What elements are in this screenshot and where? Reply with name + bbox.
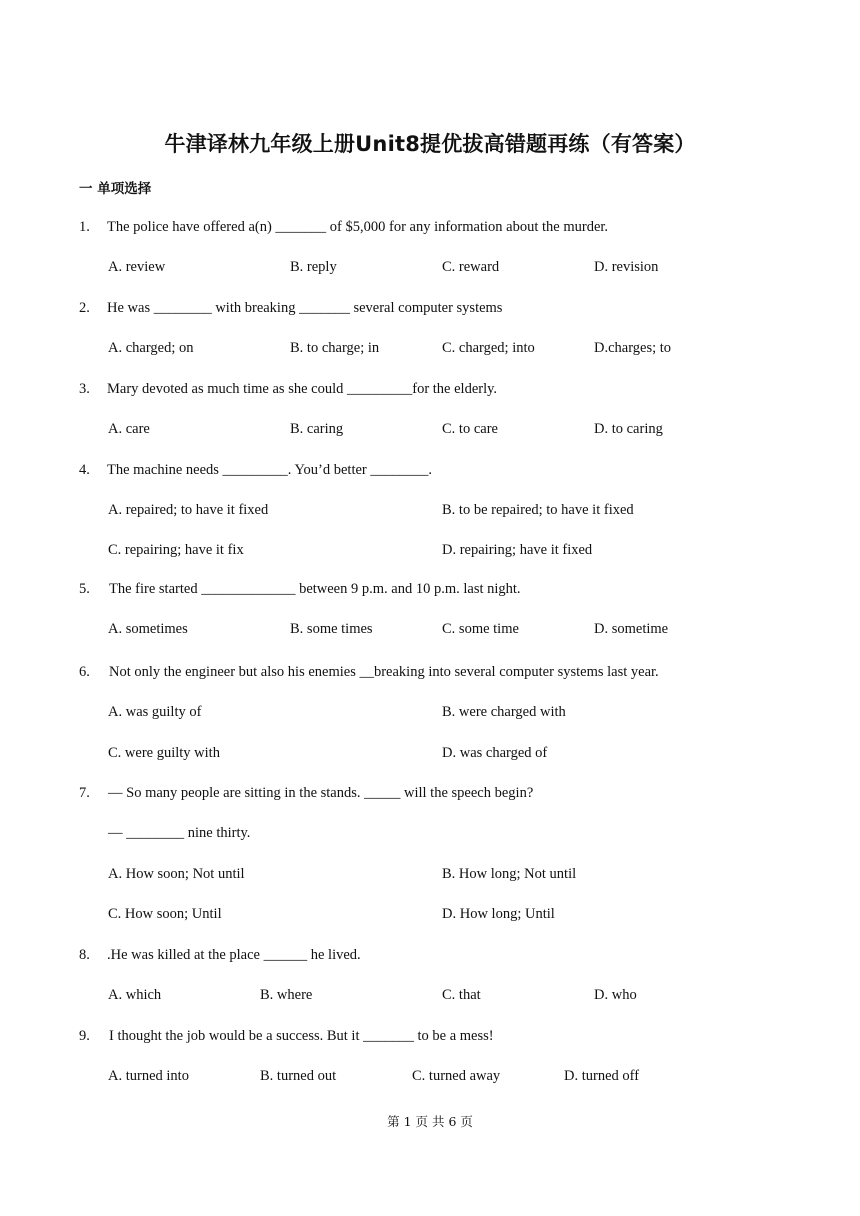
option-c: C. were guilty with (108, 745, 220, 761)
option-d: D. How long; Until (442, 906, 555, 922)
question-number: 3. (79, 381, 90, 397)
question-text: The machine needs _________. You’d better ________. (107, 462, 432, 478)
option-b: B. to be repaired; to have it fixed (442, 502, 634, 518)
section-heading: 一 单项选择 (79, 181, 152, 197)
option-d: D.charges; to (594, 340, 672, 356)
question-number: 2. (79, 300, 90, 316)
option-a: A. How soon; Not until (108, 866, 245, 882)
option-c: C. some time (442, 621, 519, 637)
question-text-continued: — ________ nine thirty. (108, 825, 251, 841)
option-d: D. was charged of (442, 745, 548, 761)
question-number: 5. (79, 581, 90, 597)
question-text: Not only the engineer but also his enemies __breaking into several computer systems last year. (109, 664, 659, 680)
option-a: A. charged; on (108, 340, 194, 356)
question-number: 6. (79, 664, 90, 680)
option-a: A. care (108, 421, 150, 437)
option-c: C. turned away (412, 1068, 501, 1084)
option-a: A. repaired; to have it fixed (108, 502, 269, 518)
option-c: C. How soon; Until (108, 906, 222, 922)
option-c: C. that (442, 987, 481, 1003)
option-a: A. turned into (108, 1068, 189, 1084)
option-c: C. reward (442, 259, 500, 275)
option-b: B. were charged with (442, 704, 566, 720)
option-c: C. to care (442, 421, 498, 437)
option-d: D. sometime (594, 621, 669, 637)
question-number: 7. (79, 785, 90, 801)
question-number: 9. (79, 1028, 90, 1044)
option-c: C. repairing; have it fix (108, 542, 244, 558)
question-text: — So many people are sitting in the stands. _____ will the speech begin? (108, 785, 534, 801)
page-footer: 第 1 页 共 6 页 (387, 1114, 473, 1129)
option-b: B. to charge; in (290, 340, 380, 356)
option-a: A. was guilty of (108, 704, 202, 720)
option-c: C. charged; into (442, 340, 535, 356)
option-a: A. sometimes (108, 621, 188, 637)
question-text: Mary devoted as much time as she could _________for the elderly. (107, 381, 498, 397)
option-b: B. some times (290, 621, 373, 637)
page-title: 牛津译林九年级上册Unit8提优拔高错题再练（有答案） (164, 132, 696, 156)
option-b: B. caring (290, 421, 344, 437)
question-text: He was ________ with breaking _______ several computer systems (107, 300, 503, 316)
question-number: 1. (79, 219, 90, 235)
option-a: A. review (108, 259, 166, 275)
option-d: D. to caring (594, 421, 663, 437)
option-d: D. who (594, 987, 637, 1003)
option-d: D. repairing; have it fixed (442, 542, 593, 558)
option-b: B. reply (290, 259, 337, 275)
option-d: D. turned off (564, 1068, 640, 1084)
option-a: A. which (108, 987, 162, 1003)
question-text: I thought the job would be a success. But it _______ to be a mess! (109, 1028, 494, 1044)
option-b: B. where (260, 987, 313, 1003)
question-text: The fire started _____________ between 9 p.m. and 10 p.m. last night. (109, 581, 521, 597)
question-number: 8. (79, 947, 90, 963)
option-b: B. How long; Not until (442, 866, 577, 882)
question-number: 4. (79, 462, 90, 478)
option-d: D. revision (594, 259, 659, 275)
option-b: B. turned out (260, 1068, 337, 1084)
question-text: The police have offered a(n) _______ of $5,000 for any information about the murder. (107, 219, 609, 235)
question-text: .He was killed at the place ______ he lived. (107, 947, 361, 963)
